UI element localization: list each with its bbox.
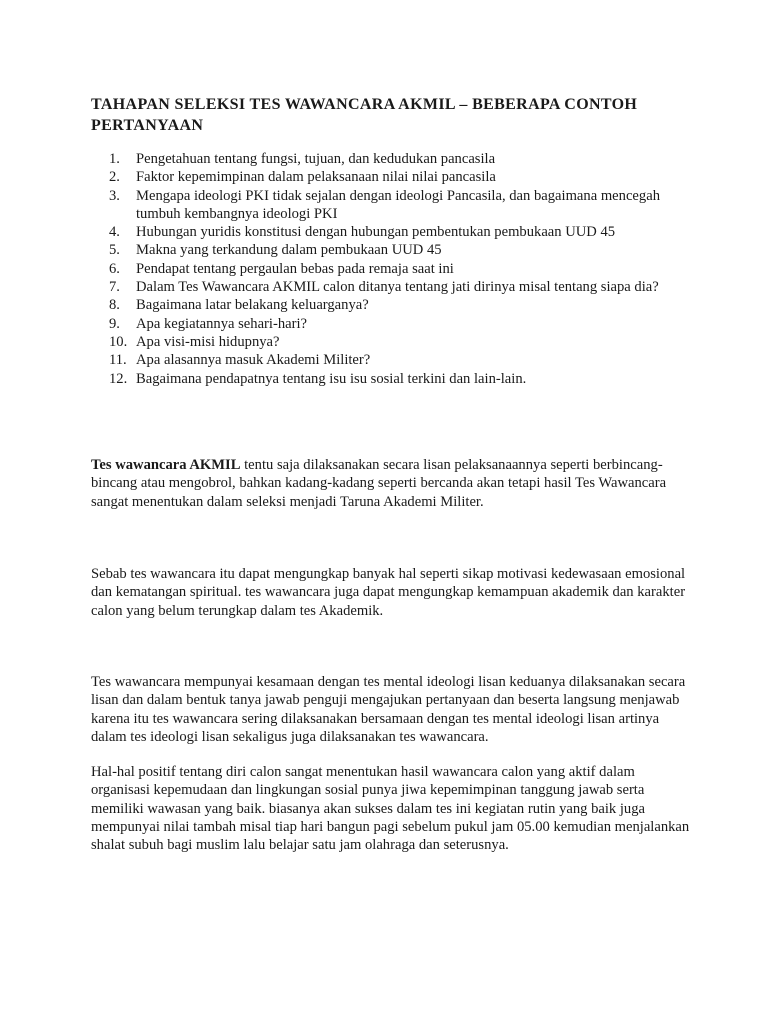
document-title: TAHAPAN SELEKSI TES WAWANCARA AKMIL – BEBERAPA CONTOH PERTANYAAN (91, 96, 638, 134)
list-item-text: Bagaimana latar belakang keluarganya? (136, 297, 369, 314)
paragraph-intro-lead: Tes wawancara AKMIL (91, 457, 241, 473)
list-item-text: Bagaimana pendapatnya tentang isu isu sosial terkini dan lain-lain. (136, 370, 527, 387)
list-item-text: Apa visi-misi hidupnya? (136, 333, 280, 350)
paragraph-intro (91, 456, 691, 511)
list-item-number: 4. (109, 224, 120, 241)
list-item-number: 11. (109, 352, 127, 369)
list-item (91, 296, 691, 314)
list-item (91, 241, 691, 259)
paragraph-reason: Sebab tes wawancara itu dapat mengungkap banyak hal seperti sikap motivasi kedewasaan emosional dan kematangan spiritual. tes wawancara juga dapat mengungkap kemampuan akademik dan karakter calon yang belum terungkap dalam tes Akademik. (91, 566, 686, 619)
list-item (91, 278, 691, 296)
list-item-text: Pengetahuan tentang fungsi, tujuan, dan kedudukan pancasila (136, 151, 496, 167)
list-item-text: Apa kegiatannya sehari-hari? (136, 315, 307, 332)
list-item (91, 187, 691, 224)
list-item-number: 2. (109, 169, 120, 186)
list-item (91, 370, 691, 388)
list-item-text: Hubungan yuridis konstitusi dengan hubungan pembentukan pembukaan UUD 45 (136, 224, 616, 241)
list-item-number: 6. (109, 260, 120, 277)
list-item (91, 333, 691, 351)
paragraph-comparison: Tes wawancara mempunyai kesamaan dengan tes mental ideologi lisan keduanya dilaksanakan secara lisan dan dalam bentuk tanya jawab penguji mengajukan pertanyaan dan beserta langsung menjawab karena itu tes wawancara sering dilaksanakan bersamaan dengan tes mental ideologi lisan artinya dalam tes ideologi lisan sekaligus juga dilaksanakan tes wawancara. (91, 674, 686, 745)
list-item-number: 7. (109, 279, 120, 296)
list-item (91, 351, 691, 369)
list-item-text: Apa alasannya masuk Akademi Militer? (136, 352, 371, 369)
list-item-number: 9. (109, 315, 120, 332)
paragraph-positive-traits: Hal-hal positif tentang diri calon sangat menentukan hasil wawancara calon yang aktif dalam organisasi kepemudaan dan lingkungan sosial punya jiwa kepemimpinan tanggung jawab serta memiliki wawasan yang baik. biasanya akan sukses dalam tes ini kegiatan rutin yang baik juga mempunyai nilai tambah misal tiap hari bangun pagi sebelum pukul jam 05.00 kemudian menjalankan shalat subuh bagi muslim lalu belajar satu jam olahraga dan seterusnya. (91, 764, 690, 854)
list-item (91, 315, 691, 333)
list-item-text: Dalam Tes Wawancara AKMIL calon ditanya tentang jati dirinya misal tentang siapa dia? (136, 279, 659, 296)
list-item-number: 8. (109, 297, 120, 314)
list-item-number: 3. (109, 187, 120, 204)
list-item-text: Makna yang terkandung dalam pembukaan UUD 45 (136, 242, 442, 259)
list-item (91, 168, 691, 186)
list-item-number: 1. (109, 151, 120, 167)
list-item-number: 5. (109, 242, 120, 259)
paragraph-intro-body: tentu saja dilaksanakan secara lisan pelaksanaannya seperti berbincang-bincang atau mengobrol, bahkan kadang-kadang seperti bercanda akan tetapi hasil Tes Wawancara sangat menentukan dalam seleksi menjadi Taruna Akademi Militer. (91, 457, 667, 510)
list-item (91, 223, 691, 241)
list-item-number: 10. (109, 333, 128, 350)
list-item (91, 260, 691, 278)
list-item (91, 150, 691, 168)
list-item-number: 12. (109, 370, 128, 387)
list-item-text: Pendapat tentang pergaulan bebas pada remaja saat ini (136, 260, 454, 277)
list-item-text: Faktor kepemimpinan dalam pelaksanaan nilai nilai pancasila (136, 169, 496, 186)
question-list (91, 150, 691, 388)
list-item-text: Mengapa ideologi PKI tidak sejalan dengan ideologi Pancasila, dan bagaimana mencegah tumbuh kembangnya ideologi PKI (136, 187, 660, 222)
